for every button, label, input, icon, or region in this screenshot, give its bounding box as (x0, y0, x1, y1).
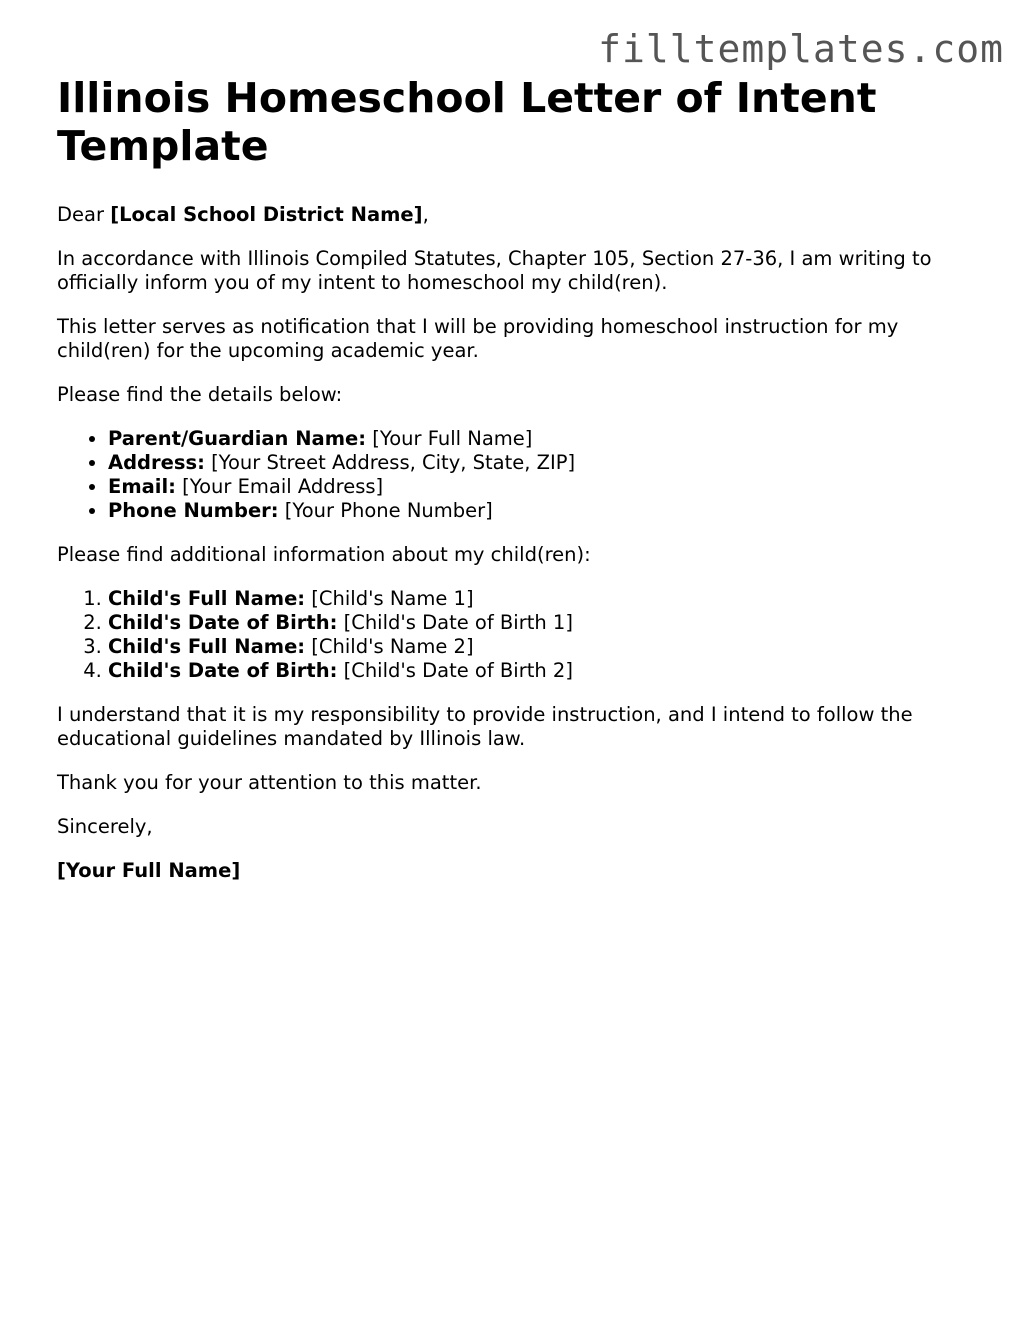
children-intro: Please find additional information about my child(ren): (57, 543, 591, 566)
greeting-suffix: , (422, 203, 429, 226)
list-item (108, 427, 987, 451)
child-value: [Child's Date of Birth 2] (337, 659, 573, 682)
detail-label: Email: (108, 475, 176, 498)
child-label: Child's Full Name: (108, 587, 306, 610)
list-item (108, 611, 987, 635)
detail-label: Parent/Guardian Name: (108, 427, 367, 450)
greeting-recipient: [Local School District Name] (110, 203, 423, 226)
greeting-line (57, 203, 987, 227)
list-item (108, 587, 987, 611)
responsibility-paragraph: I understand that it is my responsibility to provide instruction, and I intend to follow the educational guidelines mandated by Illinois law. (57, 703, 913, 750)
child-value: [Child's Name 2] (305, 635, 474, 658)
detail-value: [Your Email Address] (175, 475, 384, 498)
details-intro: Please find the details below: (57, 383, 343, 406)
child-label: Child's Full Name: (108, 635, 306, 658)
list-item (108, 451, 987, 475)
signature-name: [Your Full Name] (57, 859, 241, 882)
child-value: [Child's Name 1] (305, 587, 474, 610)
detail-label: Address: (108, 451, 205, 474)
intro-paragraph: In accordance with Illinois Compiled Statutes, Chapter 105, Section 27-36, I am writing to officially inform you of my intent to homeschool my child(ren). (57, 247, 932, 294)
list-item (108, 659, 987, 683)
watermark-text: filltemplates.com (598, 27, 1004, 71)
list-item (108, 475, 987, 499)
list-item (108, 499, 987, 523)
child-label: Child's Date of Birth: (108, 611, 338, 634)
list-item (108, 635, 987, 659)
closing-line: Sincerely, (57, 815, 153, 838)
thanks-paragraph: Thank you for your attention to this matter. (57, 771, 482, 794)
page-title: Illinois Homeschool Letter of Intent Template (57, 74, 877, 170)
greeting-prefix: Dear (57, 203, 111, 226)
child-label: Child's Date of Birth: (108, 659, 338, 682)
notification-paragraph: This letter serves as notification that I will be providing homeschool instruction for my child(ren) for the upcoming academic year. (57, 315, 899, 362)
detail-value: [Your Street Address, City, State, ZIP] (204, 451, 576, 474)
detail-value: [Your Phone Number] (278, 499, 493, 522)
signature-line (57, 859, 987, 883)
children-details-list (57, 587, 987, 683)
detail-value: [Your Full Name] (366, 427, 533, 450)
detail-label: Phone Number: (108, 499, 279, 522)
parent-details-list (57, 427, 987, 523)
letter-document (57, 74, 987, 883)
child-value: [Child's Date of Birth 1] (337, 611, 573, 634)
